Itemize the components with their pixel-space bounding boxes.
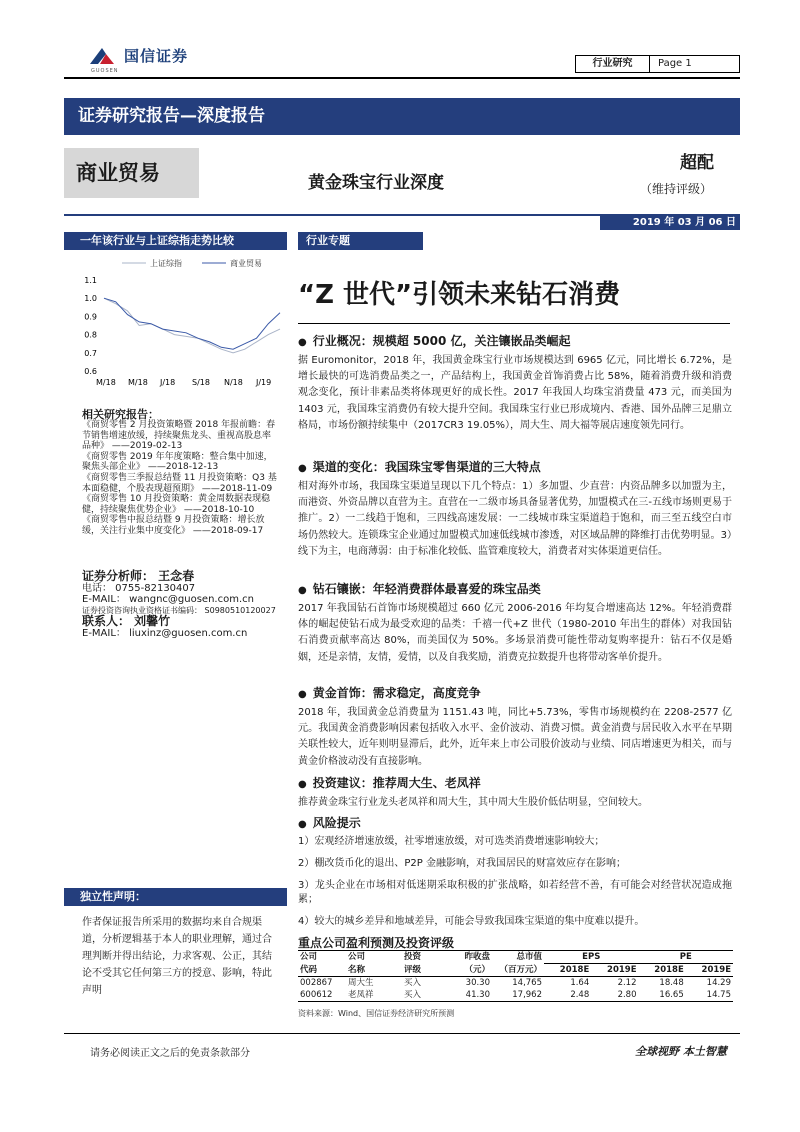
table-header: 总市值 [516, 952, 542, 963]
headline-rule [298, 323, 730, 324]
table-header: 昨收盘 [464, 952, 490, 963]
table-cell: 17,962 [512, 990, 542, 1000]
analyst-info [82, 571, 276, 639]
table-header: 2018E [654, 965, 684, 975]
section-body: 推荐黄金珠宝行业龙头老凤祥和周大生，其中周大生股价低估明显，空间较大。 [298, 797, 648, 808]
table-cell: 14.75 [706, 990, 731, 1000]
risk-item: 1）宏观经济增速放缓，社零增速放缓，对可选类消费增速影响较大； [298, 836, 605, 847]
page-number: Page 1 [658, 58, 692, 69]
brand-name-en: GUOSEN [91, 68, 119, 74]
table-header-row [298, 951, 733, 964]
chart-heading: 一年该行业与上证综指走势比较 [64, 232, 287, 250]
table-title: 重点公司盈利预测及投资评级 [298, 936, 455, 950]
section-title: ● 风险提示 [298, 816, 732, 832]
section-body: 2017 年我国钻石首饰市场规模超过 660 亿元 2006-2016 年均复合增速高达 12%。年轻消费群体的崛起使钻石成为最受欢迎的品类：千禧一代+Z 世代（1980-2010 年出生的群体）对我国钻石消费贡献率高达 80%，而美国仅为 50%。多场景消费可能性带动复购率提升：钻石不仅是婚姻，还是亲情，友情，爱情，以及自我奖励，消费克拉数提升也将带动客单价提升。 [298, 603, 732, 663]
report-title: 黄金珠宝行业深度 [308, 173, 444, 193]
section-title: ● 黄金首饰：需求稳定，高度竞争 [298, 686, 732, 702]
x-tick-label: J/18 [160, 378, 176, 387]
table-row [298, 989, 733, 1002]
table-cell: 买入 [404, 978, 422, 988]
related-report: 《商贸零售中报总结暨 9 月投资策略：增长放缓，关注行业集中度变化》 ——2018-09-17 [82, 515, 265, 536]
section-title: ● 渠道的变化：我国珠宝零售渠道的三大特点 [298, 460, 732, 476]
table-cell: 002867 [300, 978, 333, 988]
table-header: 名称 [348, 964, 366, 975]
section-investment [298, 776, 732, 811]
y-tick-label: 0.8 [84, 330, 97, 340]
analyst-email: E-MAIL： wangnc@guosen.com.cn [82, 594, 254, 605]
table-source-note: 资料来源：Wind、国信证券经济研究所预测 [298, 1009, 455, 1018]
section-title: ● 钻石镶嵌：年轻消费群体最喜爱的珠宝品类 [298, 582, 732, 598]
table-cell: 2.48 [570, 990, 590, 1000]
company-logo [88, 44, 188, 66]
category-label: 行业研究 [576, 56, 650, 72]
table-header: EPS [544, 951, 639, 964]
table-cell: 30.30 [465, 978, 490, 988]
series-line-shanghai [104, 298, 280, 353]
table-header: 公司 [348, 952, 366, 963]
related-report: 《商贸零售 2 月投资策略暨 2018 年报前瞻：春节销售增速放缓，持续聚焦龙头、重视高股息率品种》 ——2019-02-13 [82, 420, 276, 452]
risk-item: 2）棚改货币化的退出、P2P 金融影响，对我国居民的财富效应存在影响； [298, 858, 626, 869]
x-tick-label: N/18 [224, 378, 243, 387]
analyst-name: 证券分析师： 王念春 [82, 569, 195, 583]
forecast-table [298, 950, 733, 1002]
header-rule [64, 77, 740, 79]
related-report: 《商贸零售 2019 年年度策略：整合集中加速，聚焦头部企业》 ——2018-12-13 [82, 451, 273, 473]
risk-item: 4）较大的城乡差异和地域差异，可能会导致我国珠宝渠道的集中度难以提升。 [298, 916, 645, 927]
table-cell: 2.80 [617, 990, 637, 1000]
table-header: 2018E [559, 965, 590, 975]
footer-slogan: 全球视野 本土智慧 [635, 1045, 727, 1058]
table-cell: 600612 [300, 990, 333, 1000]
table-cell: 16.65 [659, 990, 684, 1000]
table-cell: 2.12 [617, 978, 637, 988]
table-header: 公司 [300, 952, 318, 963]
table-header: 投资 [404, 952, 422, 963]
performance-chart [70, 255, 285, 390]
y-tick-label: 1.1 [84, 276, 97, 285]
topic-tag: 行业专题 [298, 232, 423, 250]
section-body: 2018 年，我国黄金总消费量为 1151.43 吨，同比+5.73%，零售市场规模约在 2208-2577 亿元。我国黄金消费影响因素包括收入水平、金价波动、消费习惯。黄金消费与居民收入水平在早期关联性较大，近年则明显滞后，此外，近年来上市公司股价波动与业绩、同店增速更为相关，而与黄金价格波动没有直接影响。 [298, 707, 732, 767]
table-header: 代码 [300, 964, 318, 975]
table-header: 评级 [404, 964, 422, 975]
section-diamond [298, 582, 732, 666]
series-line-commerce [104, 298, 280, 349]
table-header-row [298, 964, 733, 977]
table-cell: 买入 [404, 990, 422, 1000]
y-tick-label: 0.7 [84, 348, 97, 358]
header-box [575, 55, 740, 73]
y-tick-label: 0.6 [84, 367, 97, 376]
y-tick-label: 1.0 [84, 294, 97, 304]
table-row [298, 977, 733, 990]
y-tick-label: 0.9 [84, 312, 97, 322]
table-cell: 1.64 [570, 978, 590, 988]
risk-item: 3）龙头企业在市场相对低迷期采取积极的扩张战略，如若经营不善，有可能会对经营状况造成拖累； [298, 880, 732, 905]
table-cell: 老凤祥 [348, 990, 374, 1000]
x-tick-label: M/18 [128, 378, 148, 387]
table-cell: 14,765 [512, 978, 542, 988]
x-tick-label: J/19 [256, 378, 272, 387]
brand-name: 国信证券 [124, 46, 189, 65]
table-cell: 周大生 [348, 978, 374, 988]
table-header: 2019E [607, 965, 637, 975]
contact-email: E-MAIL： liuxinz@guosen.com.cn [82, 628, 248, 639]
analyst-phone: 电话： 0755-82130407 [82, 583, 196, 594]
section-risk [298, 816, 732, 937]
footer-rule [64, 1033, 740, 1034]
section-body: 相对海外市场，我国珠宝渠道呈现以下几个特点：1）多加盟、少直营：内资品牌多以加盟为主，而港资、外资品牌以直营为主。直营在一二级市场具备显著优势，加盟模式在三-五线市场则更易于推广。2）一二线趋于饱和，三四线高速发展：一二线城市珠宝渠道趋于饱和，而三至五线空白市场仍然较大。连锁珠宝企业通过加盟模式加速低线城市渗透，对区域品牌的降维打击优势明显。3）线下为主，电商薄弱：由于标准化较低、监管难度较大，消费者对实体渠道更信任。 [298, 481, 732, 557]
x-tick-label: S/18 [192, 378, 210, 387]
rating: 超配 [680, 153, 714, 173]
table-header: PE [639, 951, 734, 964]
sector-label: 商业贸易 [64, 148, 199, 198]
section-body: 据 Euromonitor，2018 年，我国黄金珠宝行业市场规模达到 6965 亿元，同比增长 6.72%，是增长最快的可选消费品类之一，产品结构上，我国黄金首饰消费占比 58%，随着消费升级和消费观念变化，预计非素品类将体现更好的成长性。2017 年我国人均珠宝消费量 473 元，而美国为 1403 元，我国珠宝消费仍有较大提升空间。我国珠宝行业已形成境内、香港、国外品牌三足鼎立格局，市场份额持续集中（2017CR3 19.05%），周大生、周大福等展店速度领先同行。 [298, 355, 732, 431]
report-type-banner: 证券研究报告—深度报告 [64, 98, 740, 135]
independence-text: 作者保证报告所采用的数据均来自合规渠道，分析逻辑基于本人的职业理解，通过合理判断并得出结论，力求客观、公正，其结论不受其它任何第三方的授意、影响，特此声明 [82, 917, 272, 996]
analyst-cert: 证券投资咨询执业资格证书编码： S0980510120027 [82, 606, 276, 615]
table-cell: 41.30 [465, 990, 490, 1000]
section-title: ● 行业概况：规模超 5000 亿，关注镶嵌品类崛起 [298, 334, 732, 350]
legend-label-2: 商业贸易 [230, 259, 262, 268]
independence-heading: 独立性声明： [64, 888, 287, 906]
rating-note: （维持评级） [640, 182, 713, 196]
footer-disclaimer: 请务必阅读正文之后的免责条款部分 [90, 1048, 250, 1059]
section-channels [298, 460, 732, 560]
related-reports-title: 相关研究报告： [82, 408, 159, 421]
report-date: 2019 年 03 月 06 日 [600, 216, 740, 230]
table-header: 2019E [701, 965, 731, 975]
table-header: （百万元） [499, 964, 542, 975]
related-report: 《商贸零售 10 月投资策略：黄金周数据表现稳健，持续聚焦优势企业》 ——2018-10-10 [82, 494, 271, 515]
section-title: ● 投资建议：推荐周大生、老凤祥 [298, 776, 732, 792]
table-header: （元） [464, 964, 490, 975]
guosen-logo-icon [88, 44, 118, 66]
legend-label-1: 上证综指 [150, 259, 182, 268]
related-reports-list [82, 420, 277, 537]
section-gold [298, 686, 732, 770]
section-overview [298, 334, 732, 434]
contact-name: 联系人： 刘馨竹 [82, 614, 171, 628]
related-report: 《商贸零售三季报总结暨 11 月投资策略：Q3 基本面稳健，个股表现超预期》 ——2018-11-09 [82, 472, 277, 494]
headline: “Z 世代”引领未来钻石消费 [298, 280, 621, 310]
table-cell: 18.48 [659, 978, 684, 988]
x-tick-label: M/18 [96, 378, 116, 387]
table-cell: 14.29 [706, 978, 731, 988]
